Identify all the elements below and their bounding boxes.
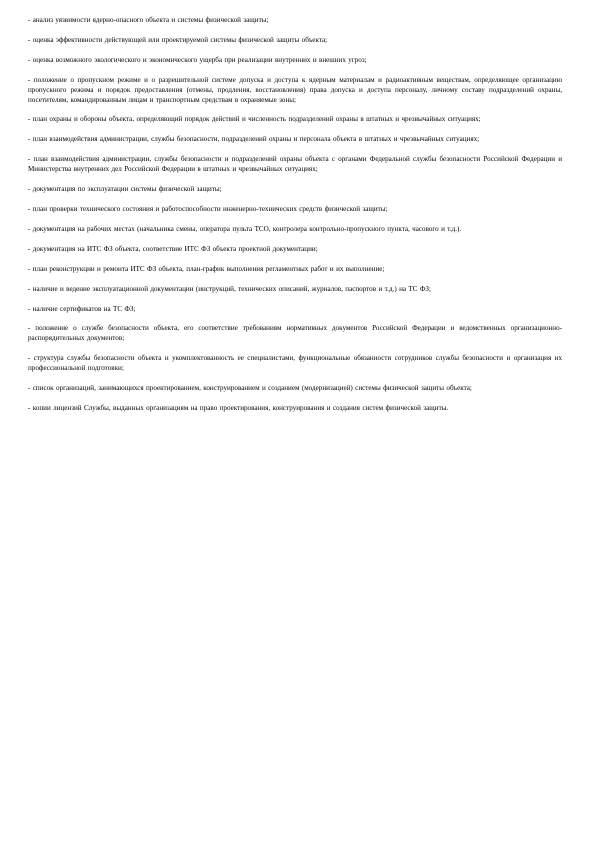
- list-item: - план охраны и обороны объекта, определяющий порядок действий и численность подразделений охраны в штатных и чрезвычайных ситуациях;: [28, 115, 481, 124]
- list-item: - список организаций, занимающихся проектированием, конструированием и созданием (модернизацией) системы физической защиты объекта;: [28, 384, 472, 393]
- list-item: - документация по эксплуатации системы физической защиты;: [28, 185, 222, 194]
- list-item: - структура службы безопасности объекта и укомплектованность ее специалистами, функциональные обязанности сотрудников службы безопасности и организация их профессиональной подготовки;: [28, 354, 562, 373]
- list-item: - положение о пропускном режиме и о разрешительной системе допуска и доступа к ядерным материалам и радиоактивным веществам, определяющее организацию пропускного режима и порядок предоставления (отмены, продления, восстановления) права допуска и доступа персоналу, личному составу подразделений охраны, посетителям, командированным лицам и транспортным средствам в охраняемые зоны;: [28, 75, 562, 104]
- list-item: - план взаимодействия администрации, службы безопасности, подразделений охраны и персонала объекта в штатных и чрезвычайных ситуациях;: [28, 135, 480, 144]
- list-item: - анализ уязвимости ядерно-опасного объекта и системы физической защиты;: [28, 16, 269, 24]
- list-item: - план реконструкции и ремонта ИТС ФЗ объекта, план-график выполнения регламентных работ и их выполнение;: [28, 264, 385, 273]
- list-item: - документация на ИТС ФЗ объекта, соответствие ИТС ФЗ объекта проектной документации;: [28, 244, 318, 253]
- document-text: [28, 16, 562, 424]
- list-item: - копии лицензий Службы, выданных организациям на право проектирования, конструирования и создания систем физической защиты.: [28, 403, 449, 412]
- list-item: - оценка эффективности действующей или проектируемой системы физической защиты объекта;: [28, 35, 328, 44]
- list-item: - оценка возможного экологического и экономического ущерба при реализации внутренних и внешних угроз;: [28, 55, 367, 64]
- list-item: - наличие сертификатов на ТС ФЗ;: [28, 304, 136, 313]
- list-item: - документация на рабочих местах (начальника смены, оператора пульта ТСО, контролера контрольно-пропускного пункта, часового и т.д.).: [28, 224, 462, 233]
- list-item: - план проверки технического состояния и работоспособности инженерно-технических средств физической защиты;: [28, 204, 388, 213]
- list-item: - план взаимодействия администрации, службы безопасности и подразделений охраны объекта с органами Федеральной службы безопасности Российской Федерации и Министерства внутренних дел Российской Федерации в штатных и чрезвычайных ситуациях;: [28, 155, 562, 174]
- list-item: - положение о службе безопасности объекта, его соответствие требованиям нормативных документов Российской Федерации и ведомственных организационно-распорядительных документов;: [28, 324, 562, 343]
- list-item: - наличие и ведение эксплуатационной документации (инструкций, технических описаний, журналов, паспортов и т.д.) на ТС ФЗ;: [28, 284, 431, 293]
